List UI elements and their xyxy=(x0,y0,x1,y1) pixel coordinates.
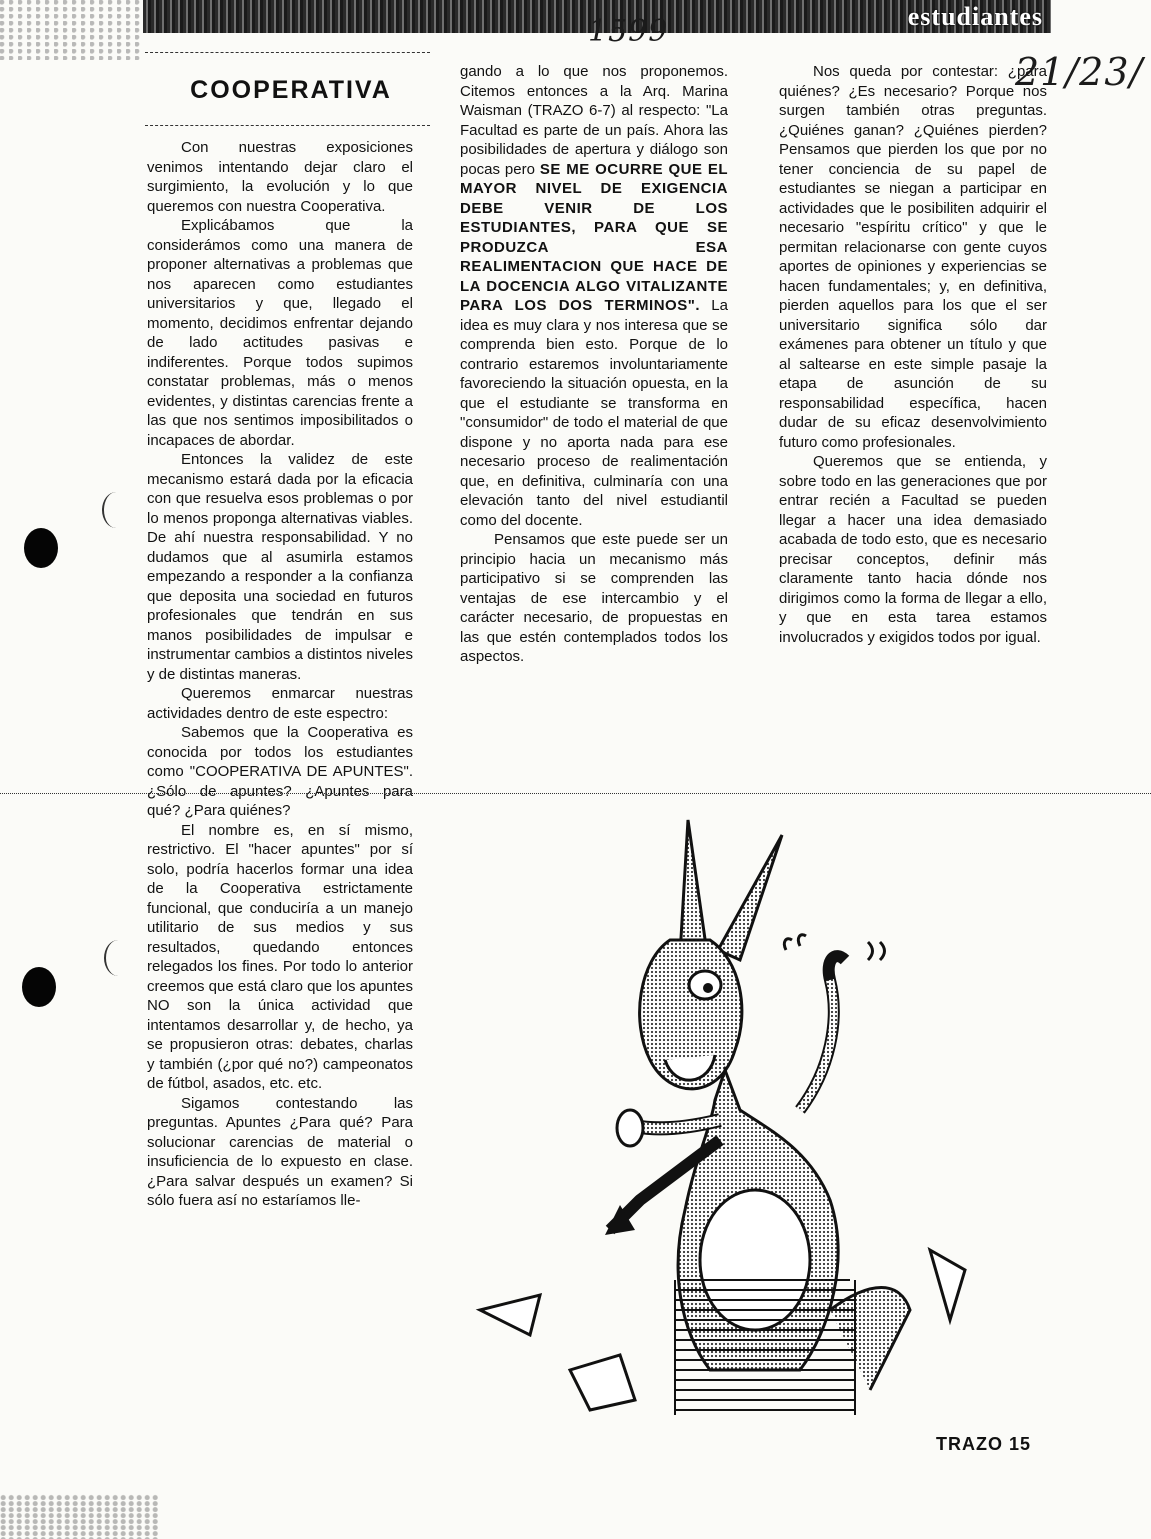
scan-noise-top-left xyxy=(0,0,140,60)
divider-top xyxy=(145,52,430,53)
article-column-2 xyxy=(460,62,728,667)
binder-hole xyxy=(24,528,58,568)
paragraph: Nos queda por contestar: ¿para quiénes? ¿Es necesario? Porque nos surgen también otras preguntas. ¿Quiénes ganan? ¿Quiénes pierden? Pensamos que pierden los que por no tener conciencia de su papel de estudiantes se niegan a participar en actividades que le posibiliten adquirir el necesario "espíritu crítico" y que le permitan relacionarse con gente cuyos aportes de opiniones y experiencias se hacen fundamentales; y, en definitiva, pierden aquellos para los que el ser universitario significa sólo dar exámenes para obtener un título y que al saltearse en este simple pasaje la etapa de asunción de su responsabilidad específica, hacen dudar de su eficaz desenvolvimiento futuro como profesionales. xyxy=(779,63,1047,451)
handwritten-reference: 1599 xyxy=(588,14,669,49)
article-title: COOPERATIVA xyxy=(190,76,392,104)
article-column-1 xyxy=(147,138,413,1211)
paragraph: Sigamos contestando las preguntas. Apuntes ¿Para qué? Para solucionar carencias de material o insuficiencia de lo expuesto en clase. ¿Para salvar después un examen? Si sólo fuera así no estaríamos lle- xyxy=(147,1094,413,1209)
paragraph: Pensamos que este puede ser un principio hacia un mecanismo más participativo si se comprenden las ventajas de ese intercambio y el carácter necesario, de propuestas en las que estén contemplados todos los aspectos. xyxy=(460,531,728,665)
paragraph-continuation: La idea es muy clara y nos interesa que se comprenda bien esto. Porque de lo contrario estaremos involuntariamente favoreciendo la situación opuesta, en la que el estudiante se transforma en "consumidor" de todo el material de que dispone y no aporta nada para ese necesario proceso de realimentación que, en definitiva, culminaría con una elevación tanto del nivel estudiantil como del docente. xyxy=(460,297,728,529)
scan-noise-bottom-left xyxy=(0,1494,160,1539)
page-number: 15 xyxy=(1009,1434,1032,1454)
paragraph xyxy=(460,62,728,530)
paragraph: Entonces la validez de este mecanismo estará dada por la eficacia con que resuelva esos problemas o por lo menos proponga alternativas viables. De ahí nuestra responsabilidad. Y no dudamos que al asumirla estamos empezando a responder a la confianza que deposita una sociedad en futuros profesionales que tendrán en sus manos posibilidades de impulsar e instrumentar cambios a distintos niveles y de distintas maneras. xyxy=(147,451,413,683)
handwritten-page-numbers: 21/23/ xyxy=(1015,50,1144,94)
paragraph: Explicábamos que la considerámos como una manera de proponer alternativas a problemas que nos aparecen como estudiantes universitarios y que, llegado el momento, decidimos enfrentar dejando de lado actitudes pasivas e indiferentes. Porque todos supimos constatar problemas, más o menos evidentes, y distintas carencias frente a las que nos sentimos imposibilitados o incapaces de abordar. xyxy=(147,217,413,449)
magazine-name: TRAZO xyxy=(936,1434,1003,1454)
paragraph: Queremos enmarcar nuestras actividades dentro de este espectro: xyxy=(147,685,413,722)
binder-hole xyxy=(22,967,56,1007)
paragraph: Sabemos que la Cooperativa es conocida por todos los estudiantes como "COOPERATIVA DE APUNTES". ¿Sólo de apuntes? ¿Apuntes para qué? ¿Para quiénes? xyxy=(147,724,413,819)
section-label: estudiantes xyxy=(907,2,1043,31)
quote-emphasis: SE ME OCURRE QUE EL MAYOR NIVEL DE EXIGENCIA DEBE VENIR DE LOS ESTUDIANTES, PARA QUE SE PRODUZCA ESA REALIMENTACION QUE HACE DE LA DOCENCIA ALGO VITALIZANTE PARA LOS DOS TERMINOS". xyxy=(460,160,729,314)
scan-fold-line xyxy=(0,793,1151,794)
binder-hole-ring xyxy=(104,940,132,976)
divider-title xyxy=(145,125,430,126)
paragraph: El nombre es, en sí mismo, restrictivo. El "hacer apuntes" por sí solo, podría hacerlos formar una idea de la Cooperativa estrictamente funcional, que conduciría a un manejo utilitario de sus medios y sus resultados, quedando entonces relegados los fines. Por todo lo anterior creemos que está claro que los apuntes NO son la única actividad que intentamos desarrollar y, de hecho, ya se propusieron otras: debates, charlas y también (¿por qué no?) campeonatos de fútbol, asados, etc. etc. xyxy=(147,821,413,1092)
paragraph: Queremos que se entienda, y sobre todo en las generaciones que por entrar recién a Facultad se pueden llegar a hacer una idea demasiado acabada de todo esto, que es necesario precisar conceptos, definir más claramente tanto hacia dónde nos dirigimos como la forma de llegar a ello, y que en esta tarea estamos involucrados y exigidos todos por igual. xyxy=(779,453,1047,646)
donkey-cartoon-illustration xyxy=(470,810,970,1430)
paragraph: Con nuestras exposiciones venimos intentando dejar claro el surgimiento, la evolución y lo que queremos con nuestra Cooperativa. xyxy=(147,139,413,215)
binder-hole-ring xyxy=(102,492,130,528)
quote-intro: gando a lo que nos proponemos. Citemos entonces a la Arq. Marina Waisman (TRAZO 6-7) al respecto: "La Facultad es parte de un país. Ahora las posibilidades de apertura y diálogo son pocas pero xyxy=(460,63,728,178)
page-footer xyxy=(936,1434,1031,1455)
article-column-3 xyxy=(779,62,1047,647)
